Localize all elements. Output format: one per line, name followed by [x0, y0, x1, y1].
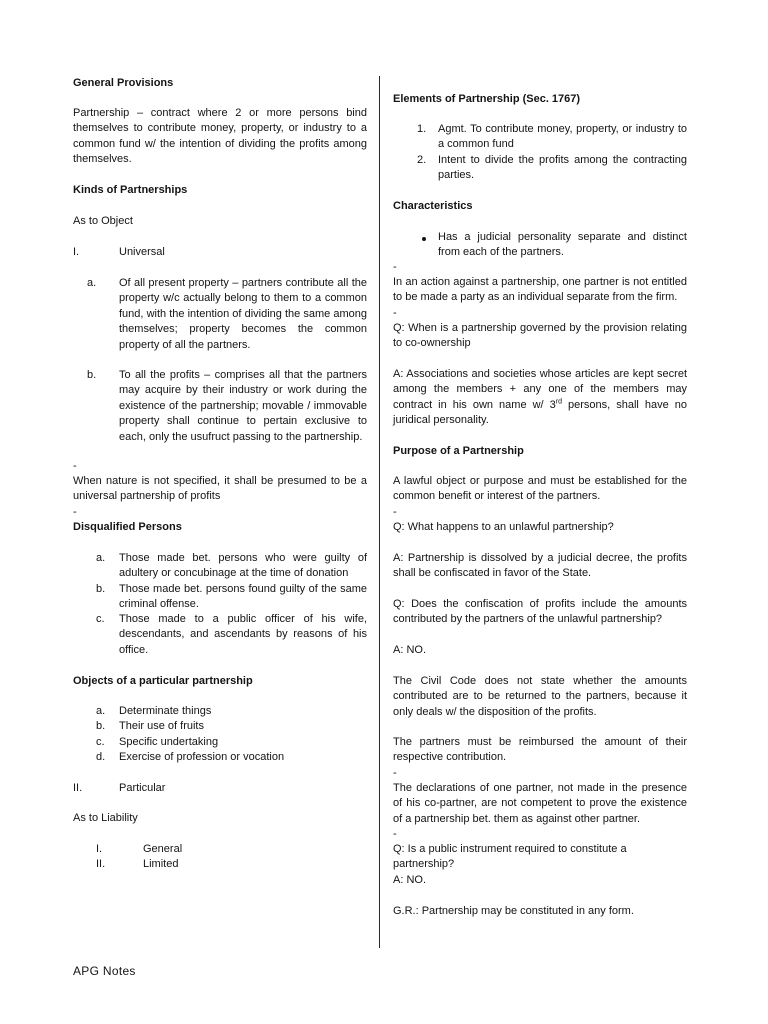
heading-elements-of-partnership: Elements of Partnership (Sec. 1767)	[393, 93, 581, 105]
list-marker: II.	[73, 782, 83, 794]
answer-dissolved: A: Partnership is dissolved by a judicial decree, the profits shall be confiscated in favor of the State.	[393, 552, 687, 580]
dash-separator: -	[393, 828, 397, 840]
dash-separator: -	[393, 767, 397, 779]
partnership-definition: Partnership – contract where 2 or more persons bind themselves to contribute money, property, or industry to a common fund w/ the intention of dividing the profits among themselves.	[73, 107, 367, 166]
list-marker: I.	[73, 246, 80, 258]
list-marker: II.	[96, 858, 106, 870]
list-marker: a.	[96, 705, 106, 717]
answer-no: A: NO.	[393, 644, 427, 656]
list-marker: I.	[96, 843, 103, 855]
list-item-text: General	[143, 843, 183, 855]
dash-separator: -	[73, 460, 77, 472]
bullet-text: Has a judicial personality separate and distinct from each of the partners.	[438, 231, 687, 259]
list-marker: c.	[96, 613, 105, 625]
answer-no: A: NO.	[393, 874, 427, 886]
list-marker: a.	[87, 277, 97, 289]
universal-label: Universal	[119, 246, 165, 258]
list-marker: b.	[96, 720, 106, 732]
bullet-icon	[422, 237, 426, 241]
question-public-instrument: Q: Is a public instrument required to constitute a partnership?	[393, 843, 627, 871]
list-marker: d.	[96, 751, 106, 763]
heading-general-provisions: General Provisions	[73, 77, 174, 89]
heading-objects-particular: Objects of a particular partnership	[73, 675, 253, 687]
question-co-ownership: Q: When is a partnership governed by the provision relating to co-ownership	[393, 322, 687, 350]
heading-disqualified-persons: Disqualified Persons	[73, 521, 182, 533]
dash-separator: -	[393, 307, 397, 319]
heading-characteristics: Characteristics	[393, 200, 473, 212]
declarations-note: The declarations of one partner, not made in the presence of his co-partner, are not competent to prove the existence of a partnership bet. them as against other partner.	[393, 782, 687, 825]
list-marker: 2.	[417, 154, 427, 166]
footer-notes-label: APG Notes	[73, 964, 136, 978]
civil-code-note: The Civil Code does not state whether the amounts contributed are to be returned to the partners, because it only deals w/ the disposition of the profits.	[393, 675, 687, 718]
list-item-text: Those made to a public officer of his wife, descendants, and ascendants by reasons of his office.	[119, 613, 367, 656]
reimbursed-note: The partners must be reimbursed the amount of their respective contribution.	[393, 736, 687, 764]
as-to-liability-label: As to Liability	[73, 812, 138, 824]
answer-associations	[393, 367, 687, 429]
heading-kinds-of-partnerships: Kinds of Partnerships	[73, 184, 188, 196]
answer-text-post: persons, shall have no juridical personality.	[393, 398, 687, 427]
question-unlawful: Q: What happens to an unlawful partnership?	[393, 521, 614, 533]
list-marker: 1.	[417, 123, 427, 135]
list-item-text: Agmt. To contribute money, property, or industry to a common fund	[438, 123, 687, 151]
list-item-text: Exercise of profession or vocation	[119, 751, 285, 763]
question-confiscation: Q: Does the confiscation of profits include the amounts contributed by the partners of the unlawful partnership?	[393, 598, 687, 626]
as-to-object-label: As to Object	[73, 215, 133, 227]
list-item-text: Those made bet. persons who were guilty of adultery or concubinage at the time of donation	[119, 552, 367, 580]
ordinal-suffix: rd	[555, 398, 562, 406]
answer-text-pre: A: Associations and societies whose articles are kept secret among the members + any one of the members may contract in his own name w/ 3	[393, 368, 687, 411]
general-rule-note: G.R.: Partnership may be constituted in any form.	[393, 905, 634, 917]
dash-separator: -	[393, 506, 397, 518]
nature-note: When nature is not specified, it shall be presumed to be a universal partnership of profits	[73, 475, 367, 503]
dash-separator: -	[393, 261, 397, 273]
purpose-text: A lawful object or purpose and must be established for the common benefit or interest of the partners.	[393, 475, 687, 503]
list-item-text: Specific undertaking	[119, 736, 219, 748]
list-item-text: Those made bet. persons found guilty of the same criminal offense.	[119, 583, 367, 611]
action-note: In an action against a partnership, one partner is not entitled to be made a party as an individual separate from the firm.	[393, 276, 687, 304]
column-divider	[379, 76, 380, 948]
list-marker: b.	[87, 369, 97, 381]
list-item-text: Determinate things	[119, 705, 212, 717]
list-marker: a.	[96, 552, 106, 564]
particular-label: Particular	[119, 782, 166, 794]
dash-separator: -	[73, 506, 77, 518]
list-marker: c.	[96, 736, 105, 748]
list-item-text: Limited	[143, 858, 179, 870]
list-item-text: Of all present property – partners contribute all the property w/c actually belong to them to a common fund, with the intention of dividing the same among themselves; property becomes the common property of all the partners.	[119, 277, 367, 351]
list-item-text: Intent to divide the profits among the contracting parties.	[438, 154, 687, 182]
list-item-text: To all the profits – comprises all that the partners may acquire by their industry or work during the existence of the partnership; movable / immovable property shall continue to pertain exclusive to each, only the usufruct passing to the partnership.	[119, 369, 367, 443]
list-marker: b.	[96, 583, 106, 595]
list-item-text: Their use of fruits	[119, 720, 204, 732]
heading-purpose: Purpose of a Partnership	[393, 445, 524, 457]
